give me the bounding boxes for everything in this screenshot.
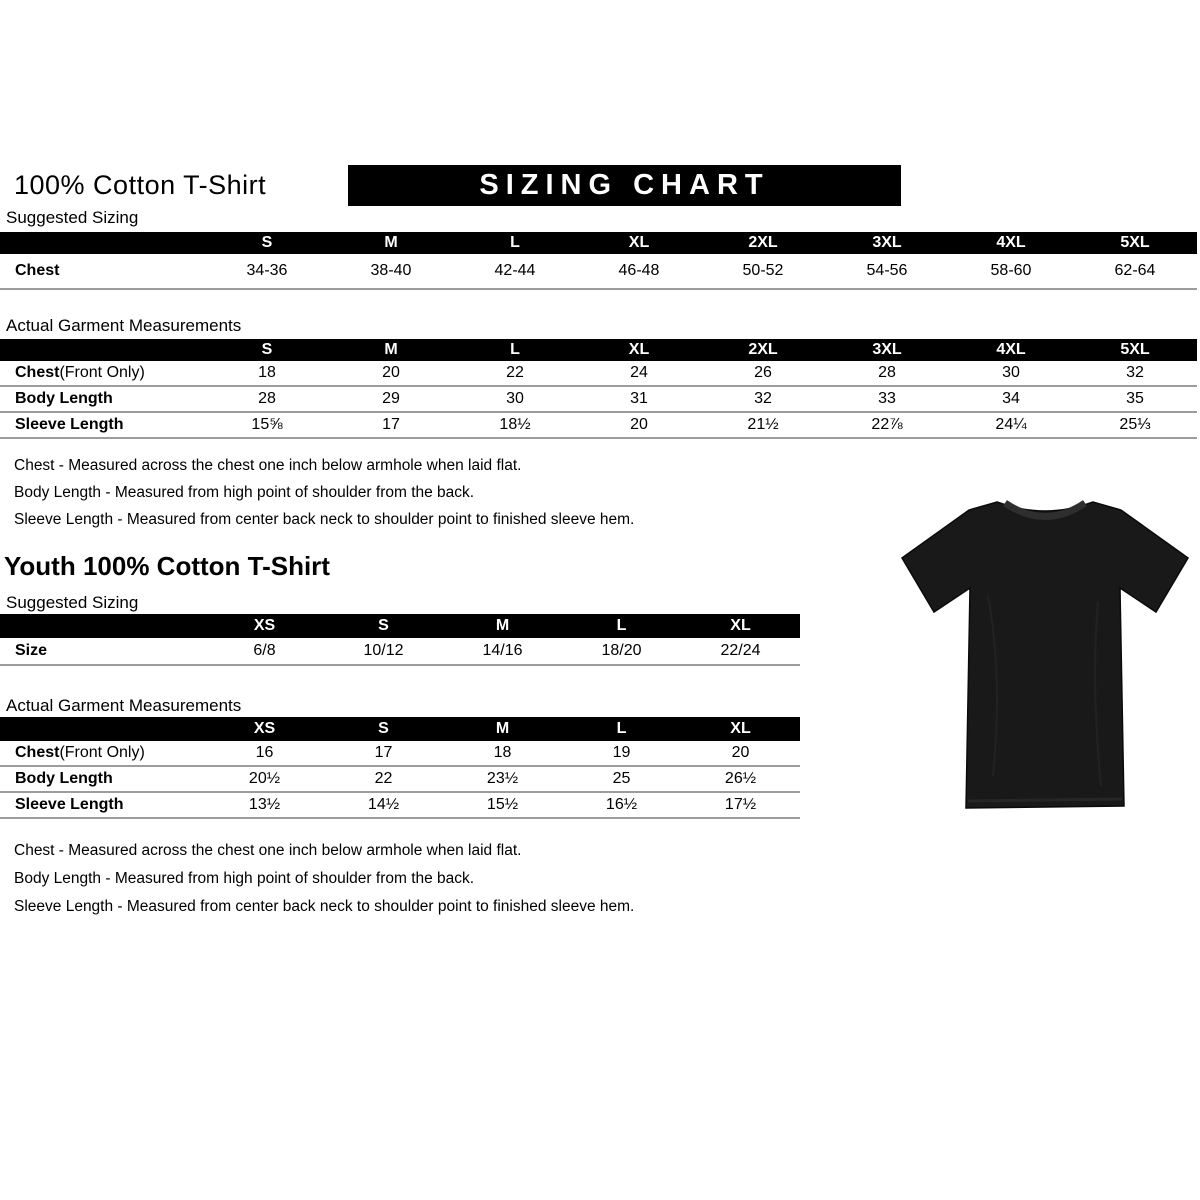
youth-section-title: Youth 100% Cotton T-Shirt (4, 551, 330, 581)
table-row (0, 793, 800, 819)
size-col-header: 5XL (1120, 341, 1150, 358)
cell: 22 (374, 770, 393, 787)
cell: 21½ (747, 416, 779, 433)
sizing-chart-banner: SIZING CHART (348, 165, 901, 206)
cell: 34-36 (246, 262, 288, 279)
cell: 42-44 (494, 262, 536, 279)
page-title: 100% Cotton T-Shirt (14, 170, 267, 200)
size-col-header: XS (253, 720, 276, 737)
note-line: Sleeve Length - Measured from center back neck to shoulder point to finished sleeve hem. (14, 898, 635, 915)
youth-measurement-notes (14, 843, 634, 915)
cell: 15½ (486, 796, 519, 813)
table-row (0, 254, 1197, 290)
size-col-header: 3XL (872, 341, 902, 358)
cell: 18 (493, 744, 512, 761)
size-col-header: 4XL (996, 341, 1026, 358)
cell: 24¼ (995, 416, 1027, 433)
row-label (0, 741, 205, 765)
size-col-header: XL (628, 341, 650, 358)
cell: 38-40 (370, 262, 412, 279)
size-col-header: 4XL (996, 234, 1026, 251)
size-col-header: XL (730, 617, 751, 634)
cell: 6/8 (253, 642, 276, 659)
table-row (0, 361, 1197, 387)
table-header-row (0, 717, 800, 741)
cell: 19 (612, 744, 631, 761)
size-col-header: XS (253, 617, 276, 634)
size-col-header: L (616, 720, 627, 737)
cell: 20 (731, 744, 750, 761)
row-label (0, 413, 205, 437)
cell: 29 (382, 390, 400, 407)
note-line: Body Length - Measured from high point of shoulder from the back. (14, 484, 475, 501)
note-line: Chest - Measured across the chest one inch below armhole when laid flat. (14, 457, 522, 474)
row-label-text: Body Length (15, 770, 113, 787)
cell: 30 (1002, 364, 1020, 381)
row-label-text: Chest (15, 364, 60, 381)
note-line: Chest - Measured across the chest one inch below armhole when laid flat. (14, 842, 522, 859)
cell: 18½ (499, 416, 531, 433)
row-label-text: Chest (15, 744, 60, 761)
cell: 16½ (605, 796, 638, 813)
cell: 30 (506, 390, 524, 407)
cell: 25 (612, 770, 631, 787)
row-label (0, 638, 205, 664)
row-label (0, 793, 205, 817)
size-col-header: S (378, 617, 389, 634)
youth-actual-table (0, 717, 800, 819)
adult-suggested-sizing-label: Suggested Sizing (6, 208, 139, 227)
adult-measurement-notes (14, 458, 634, 528)
cell: 16 (255, 744, 274, 761)
cell: 15⅝ (251, 416, 283, 433)
cell: 32 (754, 390, 772, 407)
cell: 23½ (486, 770, 519, 787)
size-col-header: S (261, 341, 273, 358)
cell: 26½ (724, 770, 757, 787)
row-label (0, 767, 205, 791)
cell: 35 (1126, 390, 1144, 407)
table-row (0, 413, 1197, 439)
size-col-header: L (616, 617, 627, 634)
cell: 22/24 (720, 642, 761, 659)
cell: 34 (1002, 390, 1020, 407)
cell: 62-64 (1114, 262, 1156, 279)
size-col-header: L (510, 234, 520, 251)
note-line: Body Length - Measured from high point of shoulder from the back. (14, 870, 475, 887)
cell: 20 (382, 364, 400, 381)
cell: 18/20 (601, 642, 642, 659)
adult-suggested-table (0, 232, 1197, 290)
cell: 24 (630, 364, 648, 381)
cell: 14½ (367, 796, 400, 813)
table-row (0, 638, 800, 666)
tshirt-image (893, 476, 1193, 818)
cell: 33 (878, 390, 896, 407)
cell: 17½ (724, 796, 757, 813)
table-row (0, 767, 800, 793)
cell: 17 (374, 744, 393, 761)
header-spacer (0, 717, 205, 741)
row-label-text: Size (15, 642, 48, 659)
table-header-row (0, 339, 1197, 361)
size-col-header: 5XL (1120, 234, 1150, 251)
size-col-header: M (384, 234, 398, 251)
table-row (0, 387, 1197, 413)
cell: 31 (630, 390, 648, 407)
cell: 50-52 (742, 262, 784, 279)
cell: 46-48 (618, 262, 660, 279)
cell: 10/12 (363, 642, 404, 659)
size-col-header: S (378, 720, 389, 737)
size-col-header: 3XL (872, 234, 902, 251)
size-col-header: L (510, 341, 520, 358)
size-col-header: M (384, 341, 398, 358)
size-col-header: S (261, 234, 273, 251)
youth-actual-measurements-label: Actual Garment Measurements (6, 696, 242, 715)
header-spacer (0, 232, 205, 254)
adult-actual-table (0, 339, 1197, 439)
cell: 32 (1126, 364, 1144, 381)
cell: 58-60 (990, 262, 1032, 279)
size-col-header: M (495, 617, 510, 634)
row-label-text: Body Length (15, 390, 113, 407)
cell: 18 (258, 364, 276, 381)
size-col-header: 2XL (748, 234, 778, 251)
header-spacer (0, 339, 205, 361)
cell: 14/16 (482, 642, 523, 659)
table-header-row (0, 232, 1197, 254)
row-label-text: Sleeve Length (15, 796, 124, 813)
size-col-header: M (495, 720, 510, 737)
row-label-suffix: (Front Only) (59, 364, 145, 381)
cell: 20½ (248, 770, 281, 787)
cell: 22⅞ (871, 416, 903, 433)
note-line: Sleeve Length - Measured from center back neck to shoulder point to finished sleeve hem. (14, 511, 635, 528)
tshirt-graphic (893, 476, 1193, 818)
cell: 28 (258, 390, 276, 407)
cell: 54-56 (866, 262, 908, 279)
row-label-text: Sleeve Length (15, 416, 124, 433)
cell: 28 (878, 364, 896, 381)
header-spacer (0, 614, 205, 638)
row-label (0, 361, 205, 385)
cell: 22 (506, 364, 524, 381)
cell: 13½ (248, 796, 281, 813)
size-col-header: XL (628, 234, 650, 251)
adult-actual-measurements-label: Actual Garment Measurements (6, 316, 242, 335)
youth-suggested-table (0, 614, 800, 666)
youth-suggested-sizing-label: Suggested Sizing (6, 593, 139, 612)
cell: 26 (754, 364, 772, 381)
row-label (0, 387, 205, 411)
table-row (0, 741, 800, 767)
cell: 20 (630, 416, 648, 433)
row-label-suffix: (Front Only) (59, 744, 145, 761)
size-col-header: XL (730, 720, 751, 737)
size-col-header: 2XL (748, 341, 778, 358)
table-header-row (0, 614, 800, 638)
row-label (0, 254, 205, 288)
cell: 25⅓ (1119, 416, 1151, 433)
cell: 17 (382, 416, 400, 433)
row-label-text: Chest (15, 262, 60, 279)
